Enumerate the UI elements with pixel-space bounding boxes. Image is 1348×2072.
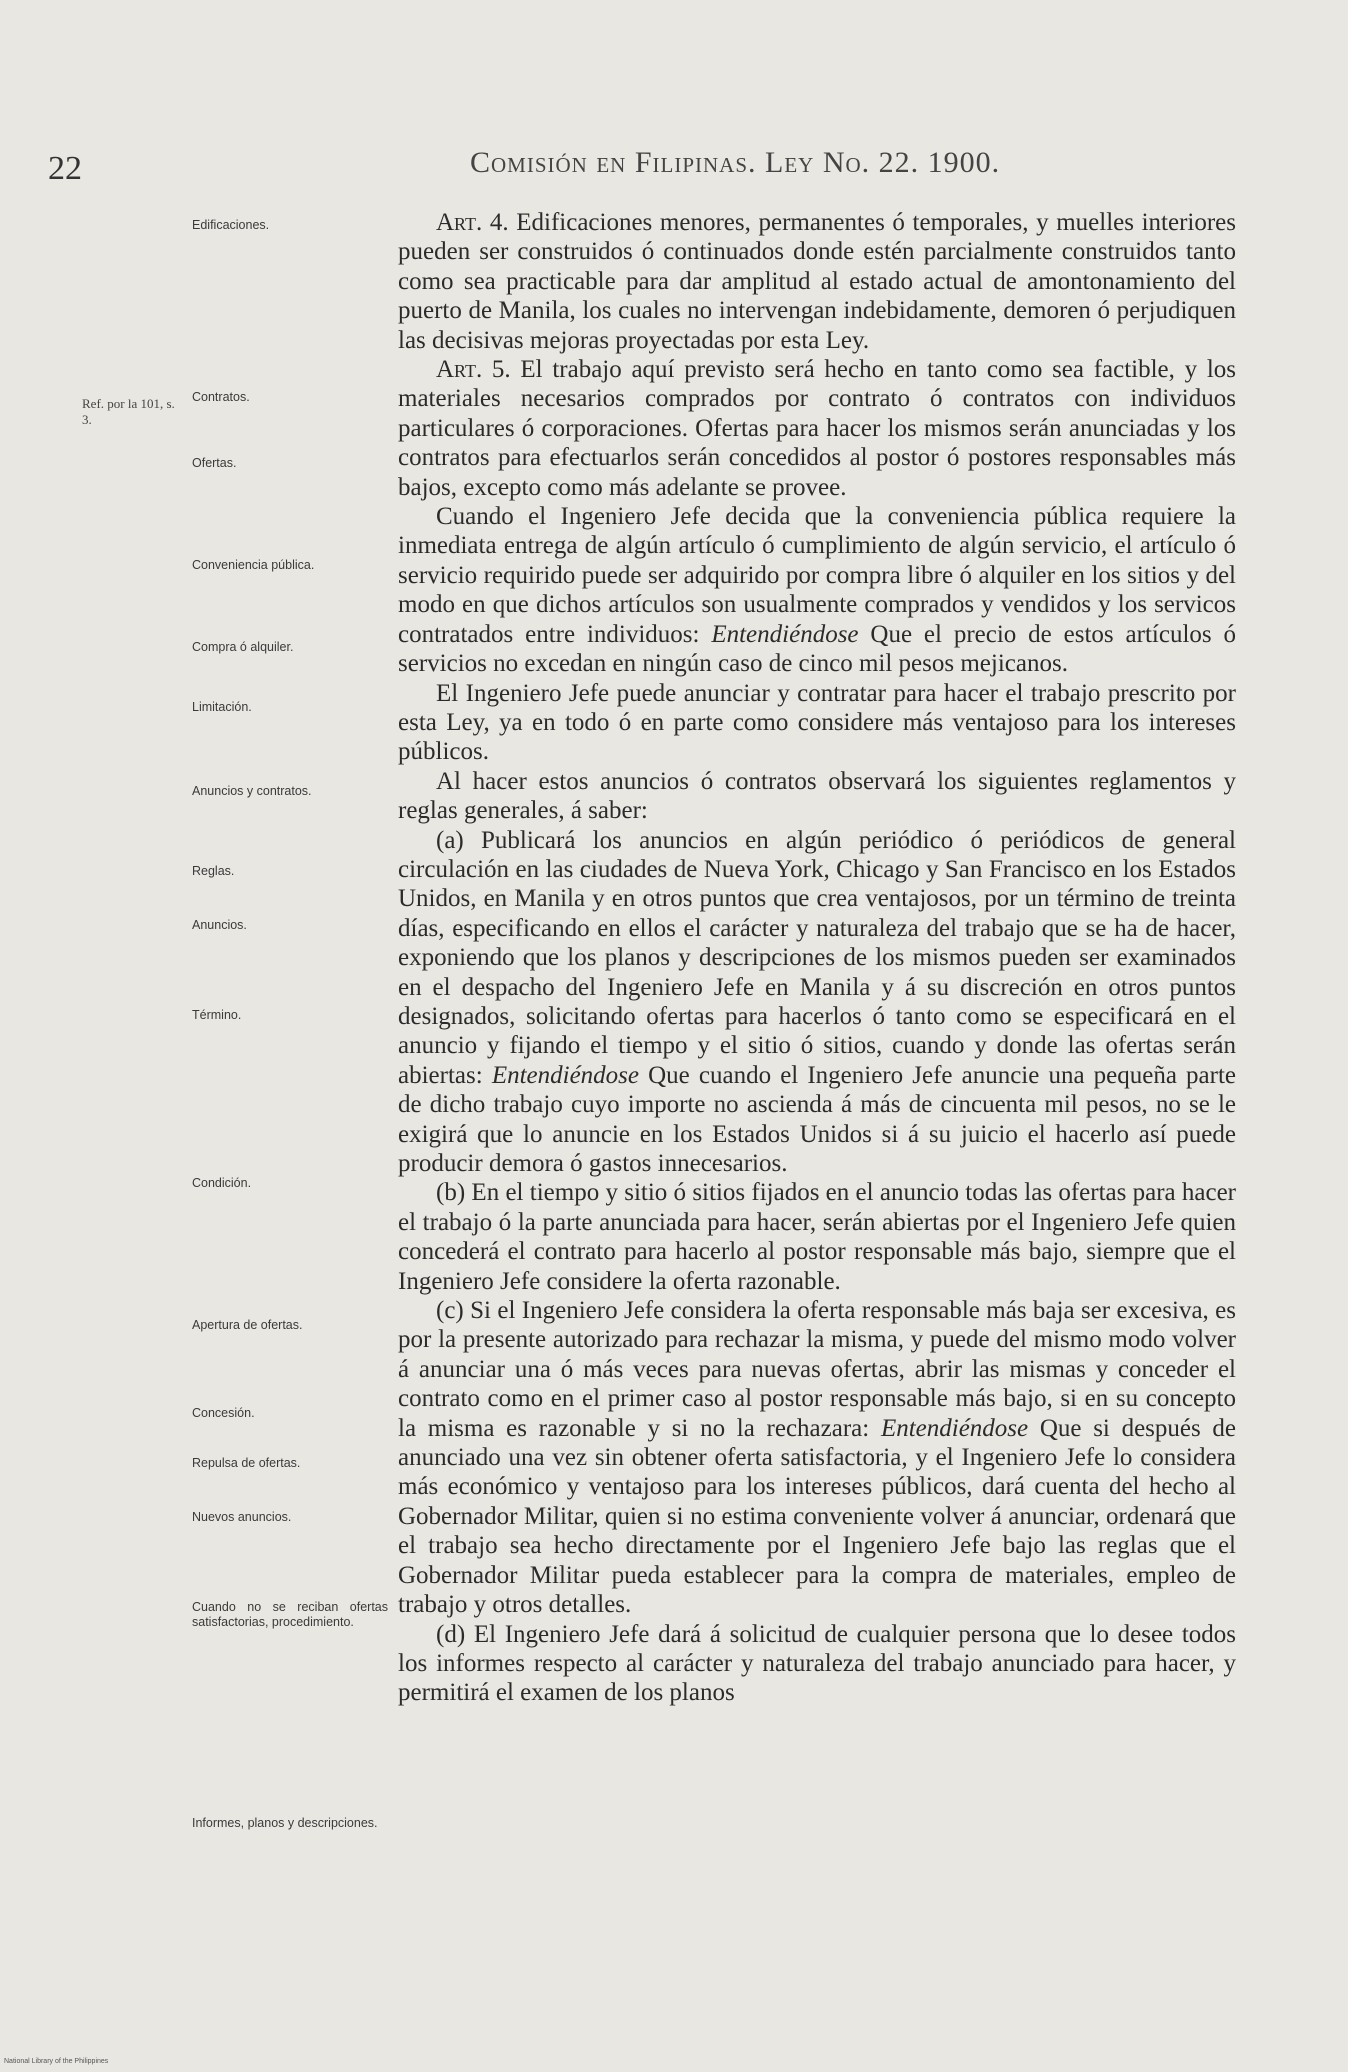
margin-note: Anuncios y contratos.	[192, 784, 312, 798]
body-paragraph	[398, 355, 1236, 502]
paragraph-text-continued: Que el precio de estos artículos ó servicios no excedan en ningún caso de cinco mil pesos mejicanos.	[398, 620, 1236, 678]
paragraph-text: Cuando el Ingeniero Jefe decida que la conveniencia pública requiere la inmediata entrega de algún artículo ó cumplimiento de algún servicio, el artículo ó servicio requirido puede ser adquirido por compra libre ó alquiler en los sitios y del modo en que dichos artículos son usualmente comprados y vendidos y los servicos contratados entre individuos:	[398, 503, 1236, 648]
footer-credit: National Library of the Philippines	[4, 2058, 109, 2065]
body-paragraph	[398, 826, 1236, 1179]
clause-letter: (a)	[436, 826, 464, 854]
margin-note: Reglas.	[192, 864, 235, 878]
margin-note: Concesión.	[192, 1406, 255, 1420]
margin-note: Contratos.	[192, 390, 250, 404]
paragraph-text: El Ingeniero Jefe puede anunciar y contratar para hacer el trabajo prescrito por esta Ley, ya en todo ó en parte como considere más ventajoso para los intereses públicos.	[398, 679, 1236, 766]
clause-letter: (c)	[436, 1297, 464, 1325]
margin-note: Nuevos anuncios.	[192, 1510, 292, 1524]
paragraph-text: El trabajo aquí previsto será hecho en tanto como sea factible, y los materiales necesarios comprados por contrato ó contratos con individuos particulares ó corporaciones. Ofertas para hacer los mismos serán anunciadas y los contratos para efectuarlos serán concedidos al postor ó postores responsables más bajos, excepto como más adelante se provee.	[398, 356, 1236, 501]
paragraph-text: Publicará los anuncios en algún periódico ó periódicos de general circulación en las ciudades de Nueva York, Chicago y San Francisco en los Estados Unidos, en Manila y en otros puntos que crea ventajosos, por un término de treinta días, especificando en ellos el carácter y naturaleza del trabajo que se ha de hacer, exponiendo que los planos y descripciones de los mismos pueden ser examinados en el despacho del Ingeniero Jefe en Manila y á su discreción en otros puntos designados, solicitando ofertas para hacerlos ó tanto como se especificará en el anuncio y fijando el tiempo y el sitio ó sitios, cuando y donde las ofertas serán abiertas:	[398, 826, 1237, 1089]
margin-note: Ofertas.	[192, 456, 237, 470]
margin-note: Cuando no se reciban ofertas satisfactorias, procedimiento.	[192, 1600, 388, 1629]
paragraph-text: El Ingeniero Jefe dará á solicitud de cualquier persona que lo desee todos los informes respecto al carácter y naturaleza del trabajo anunciado para hacer, y permitirá el examen de los planos	[398, 1620, 1237, 1707]
body-paragraph	[398, 208, 1236, 355]
body-paragraph	[398, 767, 1236, 826]
paragraph-text: Edificaciones menores, permanentes ó temporales, y muelles interiores pueden ser construidos ó continuados donde estén parcialmente construidos tanto como sea practicable para dar amplitud al estado actual de amontonamiento del puerto de Manila, los cuales no intervengan indebidamente, demoren ó perjudiquen las decisivas mejoras proyectadas por esta Ley.	[398, 209, 1237, 354]
page-number: 22	[48, 150, 82, 187]
body-paragraph	[398, 502, 1236, 678]
proviso-term: Entendiéndose	[711, 620, 859, 648]
margin-note: Condición.	[192, 1176, 252, 1190]
paragraph-text: En el tiempo y sitio ó sitios fijados en el anuncio todas las ofertas para hacer el trabajo ó la parte anunciada para hacer, serán abiertas por el Ingeniero Jefe quien concederá el contrato para hacerlo al postor responsable más bajo, siempre que el Ingeniero Jefe considere la oferta razonable.	[398, 1179, 1236, 1295]
margin-note: Apertura de ofertas.	[192, 1318, 303, 1332]
paragraph-text: Al hacer estos anuncios ó contratos observará los siguientes reglamentos y reglas generales, á saber:	[398, 767, 1236, 825]
margin-note: Conveniencia pública.	[192, 558, 315, 572]
paragraph-text: Si el Ingeniero Jefe considera la oferta responsable más baja ser excesiva, es por la presente autorizado para rechazar la misma, y puede del mismo modo volver á anunciar una ó más veces para nuevas ofertas, abrir las mismas y conceder el contrato como en el primer caso al postor responsable más bajo, si en su concepto la misma es razonable y si no la rechazara:	[398, 1297, 1236, 1442]
body-paragraph	[398, 679, 1236, 767]
margin-note: Informes, planos y descripciones.	[192, 1816, 378, 1830]
margin-note: Repulsa de ofertas.	[192, 1456, 301, 1470]
proviso-term: Entendiéndose	[491, 1061, 639, 1089]
proviso-term: Entendiéndose	[880, 1414, 1029, 1442]
body-paragraph	[398, 1296, 1236, 1619]
margin-note: Anuncios.	[192, 918, 247, 932]
margin-note: Término.	[192, 1008, 242, 1022]
body-text	[398, 208, 1236, 1708]
margin-note: Compra ó alquiler.	[192, 640, 294, 654]
margin-note: Limitación.	[192, 700, 252, 714]
side-reference: Ref. por la 101, s. 3.	[82, 396, 175, 427]
running-head: Comisión en Filipinas. Ley No. 22. 1900.	[470, 146, 1001, 179]
article-label: Art. 4.	[436, 209, 509, 236]
clause-letter: (b)	[436, 1179, 466, 1207]
article-label: Art. 5.	[436, 356, 511, 384]
body-paragraph	[398, 1620, 1236, 1708]
body-paragraph	[398, 1178, 1236, 1296]
paragraph-text-continued: Que cuando el Ingeniero Jefe anuncie una pequeña parte de dicho trabajo cuyo importe no ascienda á más de cincuenta mil pesos, no se le exigirá que lo anuncie en los Estados Unidos si á su juicio el hacerlo así puede producir demora ó gastos innecesarios.	[398, 1061, 1237, 1177]
margin-note: Edificaciones.	[192, 218, 270, 232]
paragraph-text-continued: Que si después de anunciado una vez sin obtener oferta satisfactoria, y el Ingeniero Jefe lo considera más económico y ventajoso para los intereses públicos, dará cuenta del hecho al Gobernador Militar, quien si no estima conveniente volver á anunciar, ordenará que el trabajo sea hecho directamente por el Ingeniero Jefe bajo las reglas que el Gobernador Militar pueda establecer para la compra de materiales, empleo de trabajo y otros detalles.	[398, 1414, 1237, 1619]
clause-letter: (d)	[436, 1620, 466, 1648]
